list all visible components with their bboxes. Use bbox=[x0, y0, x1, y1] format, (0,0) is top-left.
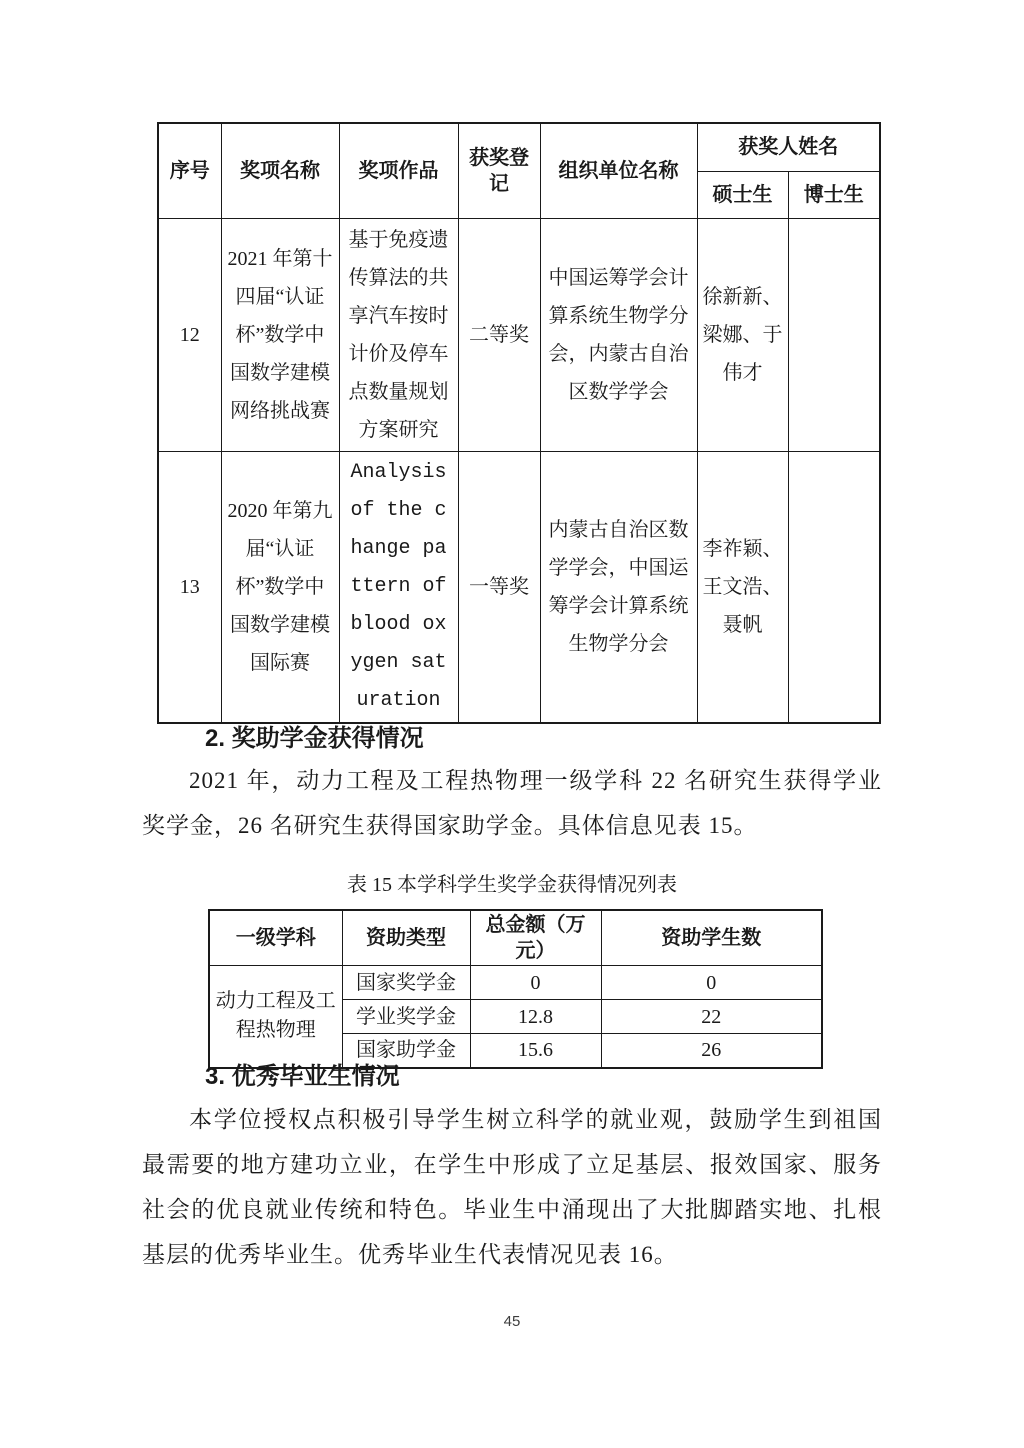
cell-master-names: 徐新新、梁娜、于伟才 bbox=[697, 218, 788, 451]
header-student-count: 资助学生数 bbox=[601, 910, 822, 966]
cell-amount: 0 bbox=[470, 966, 601, 1000]
awards-table-row-13 bbox=[158, 451, 880, 723]
scholarship-row-national-award bbox=[209, 966, 822, 1000]
cell-index: 13 bbox=[158, 451, 221, 723]
section-3-heading: 3. 优秀毕业生情况 bbox=[205, 1063, 400, 1090]
awards-table bbox=[157, 122, 881, 724]
cell-fund-type: 国家助学金 bbox=[342, 1034, 470, 1068]
scholarship-table bbox=[208, 909, 823, 1069]
header-award-name: 奖项名称 bbox=[221, 123, 339, 218]
cell-award-name: 2021 年第十四届“认证杯”数学中国数学建模网络挑战赛 bbox=[221, 218, 339, 451]
cell-index: 12 bbox=[158, 218, 221, 451]
cell-award-level: 二等奖 bbox=[458, 218, 540, 451]
awards-table-row-12 bbox=[158, 218, 880, 451]
cell-doctor-names bbox=[788, 218, 880, 451]
cell-students: 26 bbox=[601, 1034, 822, 1068]
cell-award-level: 一等奖 bbox=[458, 451, 540, 723]
cell-organization: 中国运筹学会计算系统生物学分会，内蒙古自治区数学学会 bbox=[540, 218, 697, 451]
cell-amount: 15.6 bbox=[470, 1034, 601, 1068]
header-index: 序号 bbox=[158, 123, 221, 218]
header-doctor: 博士生 bbox=[788, 171, 880, 218]
header-total-amount: 总金额（万元） bbox=[470, 910, 601, 966]
page-number: 45 bbox=[503, 1313, 521, 1330]
header-winner-group: 获奖人姓名 bbox=[697, 123, 880, 171]
cell-award-work: 基于免疫遗传算法的共享汽车按时计价及停车点数量规划 方案研究 bbox=[339, 218, 458, 451]
cell-students: 0 bbox=[601, 966, 822, 1000]
cell-amount: 12.8 bbox=[470, 1000, 601, 1034]
section-3-paragraph: 本学位授权点积极引导学生树立科学的就业观，鼓励学生到祖国最需要的地方建功立业，在学生中形成了立足基层、报效国家、服务社会的优良就业传统和特色。毕业生中涌现出了大批脚踏实地、扎根基层的优秀毕业生。优秀毕业生代表情况见表 16。 bbox=[142, 1107, 882, 1267]
header-award-work: 奖项作品 bbox=[339, 123, 458, 218]
cell-students: 22 bbox=[601, 1000, 822, 1034]
scholarship-table-header-row bbox=[209, 910, 822, 966]
table-15-caption: 表 15 本学科学生奖学金获得情况列表 bbox=[347, 874, 677, 896]
section-2-paragraph: 2021 年，动力工程及工程热物理一级学科 22 名研究生获得学业奖学金，26 名研究生获得国家助学金。具体信息见表 15。 bbox=[142, 768, 882, 838]
header-fund-type: 资助类型 bbox=[342, 910, 470, 966]
cell-master-names: 李祚颖、王文浩、聂帆 bbox=[697, 451, 788, 723]
header-discipline: 一级学科 bbox=[209, 910, 342, 966]
header-award-level: 获奖登记 bbox=[458, 123, 540, 218]
cell-discipline: 动力工程及工程热物理 bbox=[209, 966, 342, 1068]
cell-fund-type: 学业奖学金 bbox=[342, 1000, 470, 1034]
cell-award-name: 2020 年第九届“认证杯”数学中国数学建模国际赛 bbox=[221, 451, 339, 723]
cell-organization: 内蒙古自治区数学学会，中国运筹学会计算系统生物学分会 bbox=[540, 451, 697, 723]
section-2-heading: 2. 奖助学金获得情况 bbox=[205, 725, 424, 752]
cell-doctor-names bbox=[788, 451, 880, 723]
cell-award-work: Analysis of the change pattern of blood oxygen saturation bbox=[339, 451, 458, 723]
header-master: 硕士生 bbox=[697, 171, 788, 218]
awards-table-header-row-1 bbox=[158, 123, 880, 171]
cell-fund-type: 国家奖学金 bbox=[342, 966, 470, 1000]
header-organization: 组织单位名称 bbox=[540, 123, 697, 218]
